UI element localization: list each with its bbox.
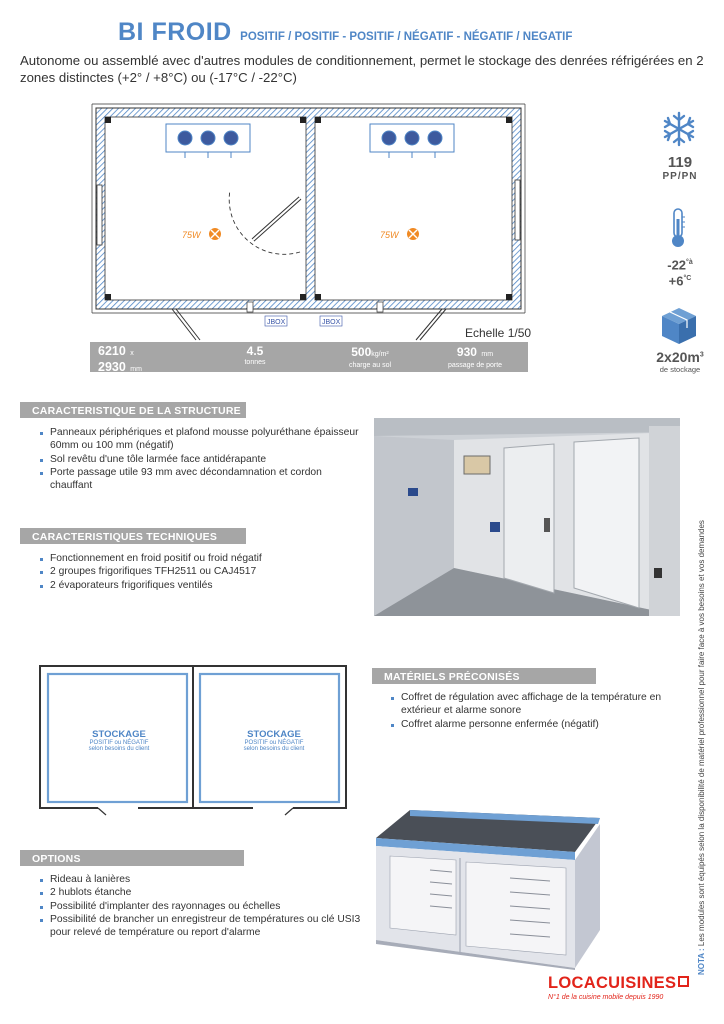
list-item: 2 groupes frigorifiques TFH2511 ou CAJ4517 [40,565,360,578]
side-note: NOTA : Les modules sont équipés selon la disponibilité de matériel professionnel pour faire face à vos besoins et vos demandes [697,520,706,975]
brand-logo [548,974,708,1001]
brand-name: LOCACUISINES [548,974,677,992]
spec-load: 500kg/m² charge au sol [348,345,392,369]
list-item: Possibilité de brancher un enregistreur de températures ou clé USI3 pour relevé de température ou report d'alarme [40,913,370,940]
brand-tagline: N°1 de la cuisine mobile depuis 1990 [548,994,664,1001]
title-subtitle: POSITIF / POSITIF - POSITIF / NÉGATIF - NÉGATIF / NEGATIF [240,31,573,43]
side-temperature: $-22^{^\circ à}$ $+6^{^\circ C}$ [667,257,693,289]
spec-bar [90,342,528,372]
technical-heading: CARACTERISTIQUES TECHNIQUES [20,528,246,544]
scale-label: Echelle 1/50 [465,326,532,340]
module-3d-render [370,800,606,970]
materials-heading: MATÉRIELS PRÉCONISÉS [372,668,596,684]
structure-heading: CARACTERISTIQUE DE LA STRUCTURE [20,402,246,418]
lamp-left-label: 75W [182,230,201,240]
floor-plan [0,0,724,345]
structure-list [40,426,360,492]
list-item: Possibilité d'implanter des rayonnages ou échelles [40,900,370,913]
list-item: Porte passage utile 93 mm avec décondamnation et cordon chauffant [40,466,360,493]
snowflake-icon [660,110,698,148]
list-item: Panneaux périphériques et plafond mousse polyuréthane épaisseur 60mm ou 100 mm (négatif) [40,426,360,453]
options-list [40,873,370,939]
lamp-right-label: 75W [380,230,399,240]
spec-door: 930 mm passage de porte [447,345,503,369]
title-main: BI FROID [118,18,232,46]
box-3d-icon [660,306,698,346]
storage-right-label: STOCKAGE POSITIF ou NÉGATIF selon besoins du client [243,729,305,752]
side-model: 119 PP/PN [662,154,698,182]
list-item: Fonctionnement en froid positif ou froid négatif [40,552,360,565]
list-item: Sol revêtu d'une tôle larmée face antidérapante [40,453,360,466]
jbox-left-label: JBOX [267,319,286,326]
interior-photo [374,418,680,616]
thermometer-icon [668,207,688,249]
list-item: Rideau à lanières [40,873,370,886]
intro-text: Autonome ou assemblé avec d'autres modules de conditionnement, permet le stockage des denrées réfrigérées en 2 zones distinctes (+2° / +8°C) ou (-17°C / -22°C) [20,53,704,85]
jbox-right-label: JBOX [322,319,341,326]
storage-left-label: STOCKAGE POSITIF ou NÉGATIF selon besoins du client [88,729,150,752]
list-item: Coffret de régulation avec affichage de la température en extérieur et alarme sonore [391,691,681,718]
options-heading: OPTIONS [20,850,244,866]
list-item: 2 hublots étanche [40,886,370,899]
list-item: 2 évaporateurs frigorifiques ventilés [40,579,360,592]
list-item: Coffret alarme personne enfermée (négatif) [391,718,681,731]
logo-square-icon [678,976,689,987]
spec-dimensions: 6210 x 2930 mm [98,344,142,374]
materials-list [391,691,681,731]
side-storage: $2x20m^3$ de stockage [656,349,704,374]
spec-weight: 4.5 tonnes [244,344,266,366]
technical-list [40,552,360,592]
